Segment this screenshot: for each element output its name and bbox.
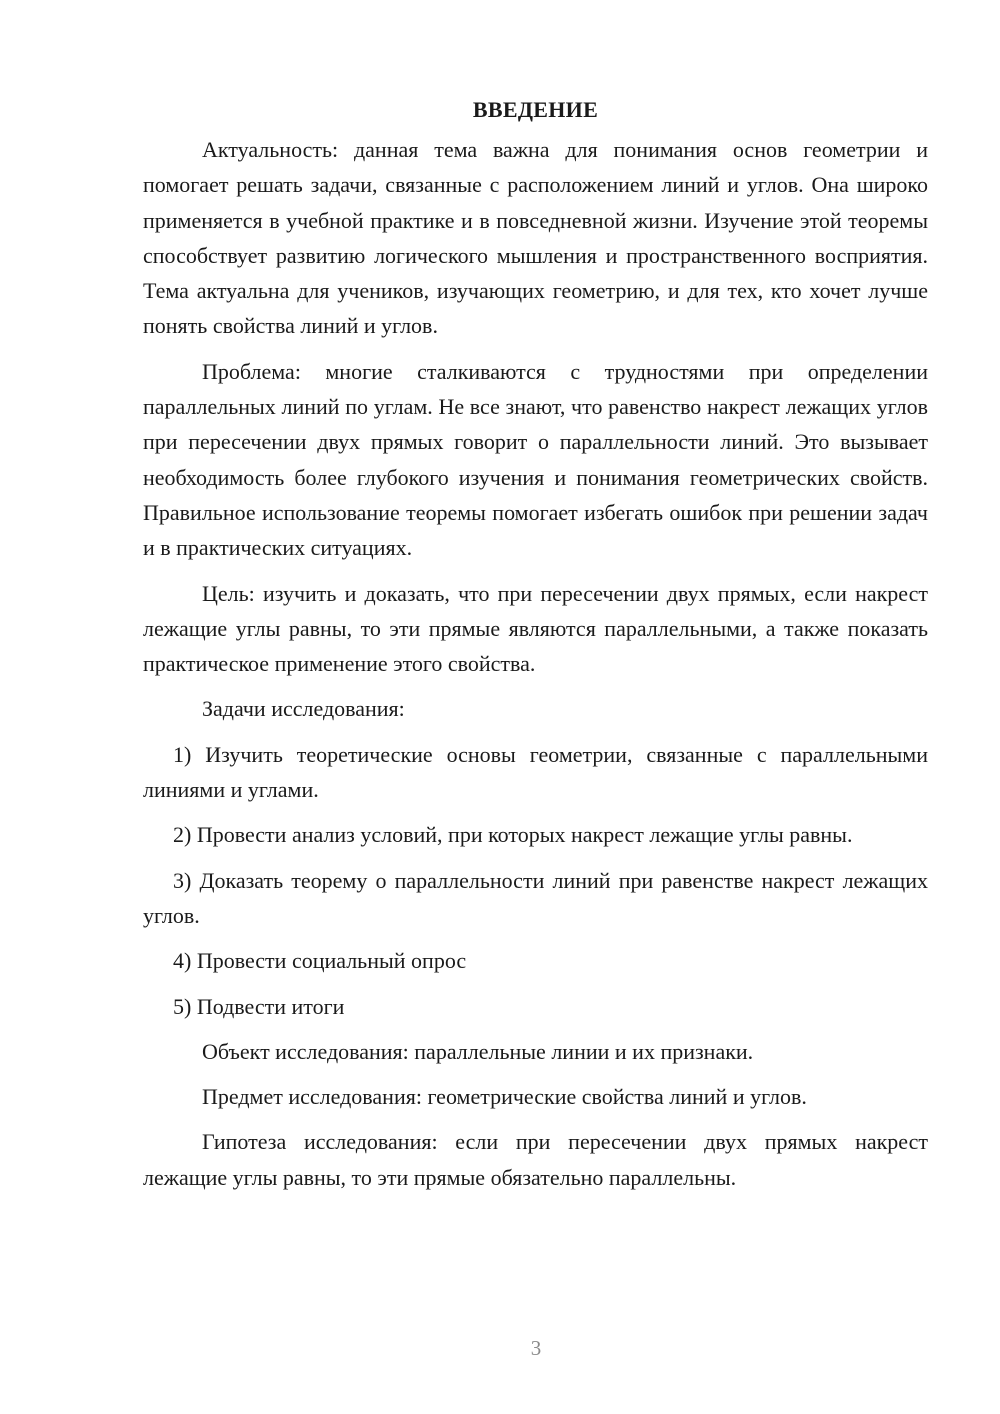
paragraph-hypothesis: Гипотеза исследования: если при пересечении двух прямых накрест лежащие углы равны, то эти прямые обязательно параллельны.: [143, 1129, 928, 1190]
document-page: [143, 92, 928, 1205]
paragraph-subject: Предмет исследования: геометрические свойства линий и углов.: [202, 1084, 807, 1110]
paragraph-relevance: Актуальность: данная тема важна для понимания основ геометрии и помогает решать задачи, связанные с расположением линий и углов. Она широко применяется в учебной практике и в повседневной жизни. Изучение этой теоремы способствует развитию логического мышления и пространственного восприятия. Тема актуальна для учеников, изучающих геометрию, и для тех, кто хочет лучше понять свойства линий и углов.: [143, 137, 928, 339]
task-item-1: 1) Изучить теоретические основы геометрии, связанные с параллельными линиями и углами.: [143, 741, 928, 803]
paragraph-tasks-heading: Задачи исследования:: [202, 696, 405, 722]
section-title: ВВЕДЕНИЕ: [472, 97, 599, 122]
task-item-3: 3) Доказать теорему о параллельности линий при равенстве накрест лежащих углов.: [143, 867, 928, 928]
task-item-4: 4) Провести социальный опрос: [173, 948, 467, 974]
paragraph-object: Объект исследования: параллельные линии и их признаки.: [202, 1038, 754, 1064]
paragraph-problem: Проблема: многие сталкиваются с трудностями при определении параллельных линий по углам. Не все знают, что равенство накрест лежащих углов при пересечении двух прямых говорит о параллельности линий. Это вызывает необходимость более глубокого изучения и понимания геометрических свойств. Правильное использование теоремы помогает избегать ошибок при решении задач и в практических ситуациях.: [143, 358, 928, 561]
task-item-5: 5) Подвести итоги: [173, 993, 345, 1019]
paragraph-goal: Цель: изучить и доказать, что при пересечении двух прямых, если накрест лежащие углы равны, то эти прямые являются параллельными, а также показать практическое применение этого свойства.: [143, 580, 928, 677]
task-item-2: 2) Провести анализ условий, при которых накрест лежащие углы равны.: [173, 822, 853, 848]
page-number: 3: [530, 1336, 542, 1360]
